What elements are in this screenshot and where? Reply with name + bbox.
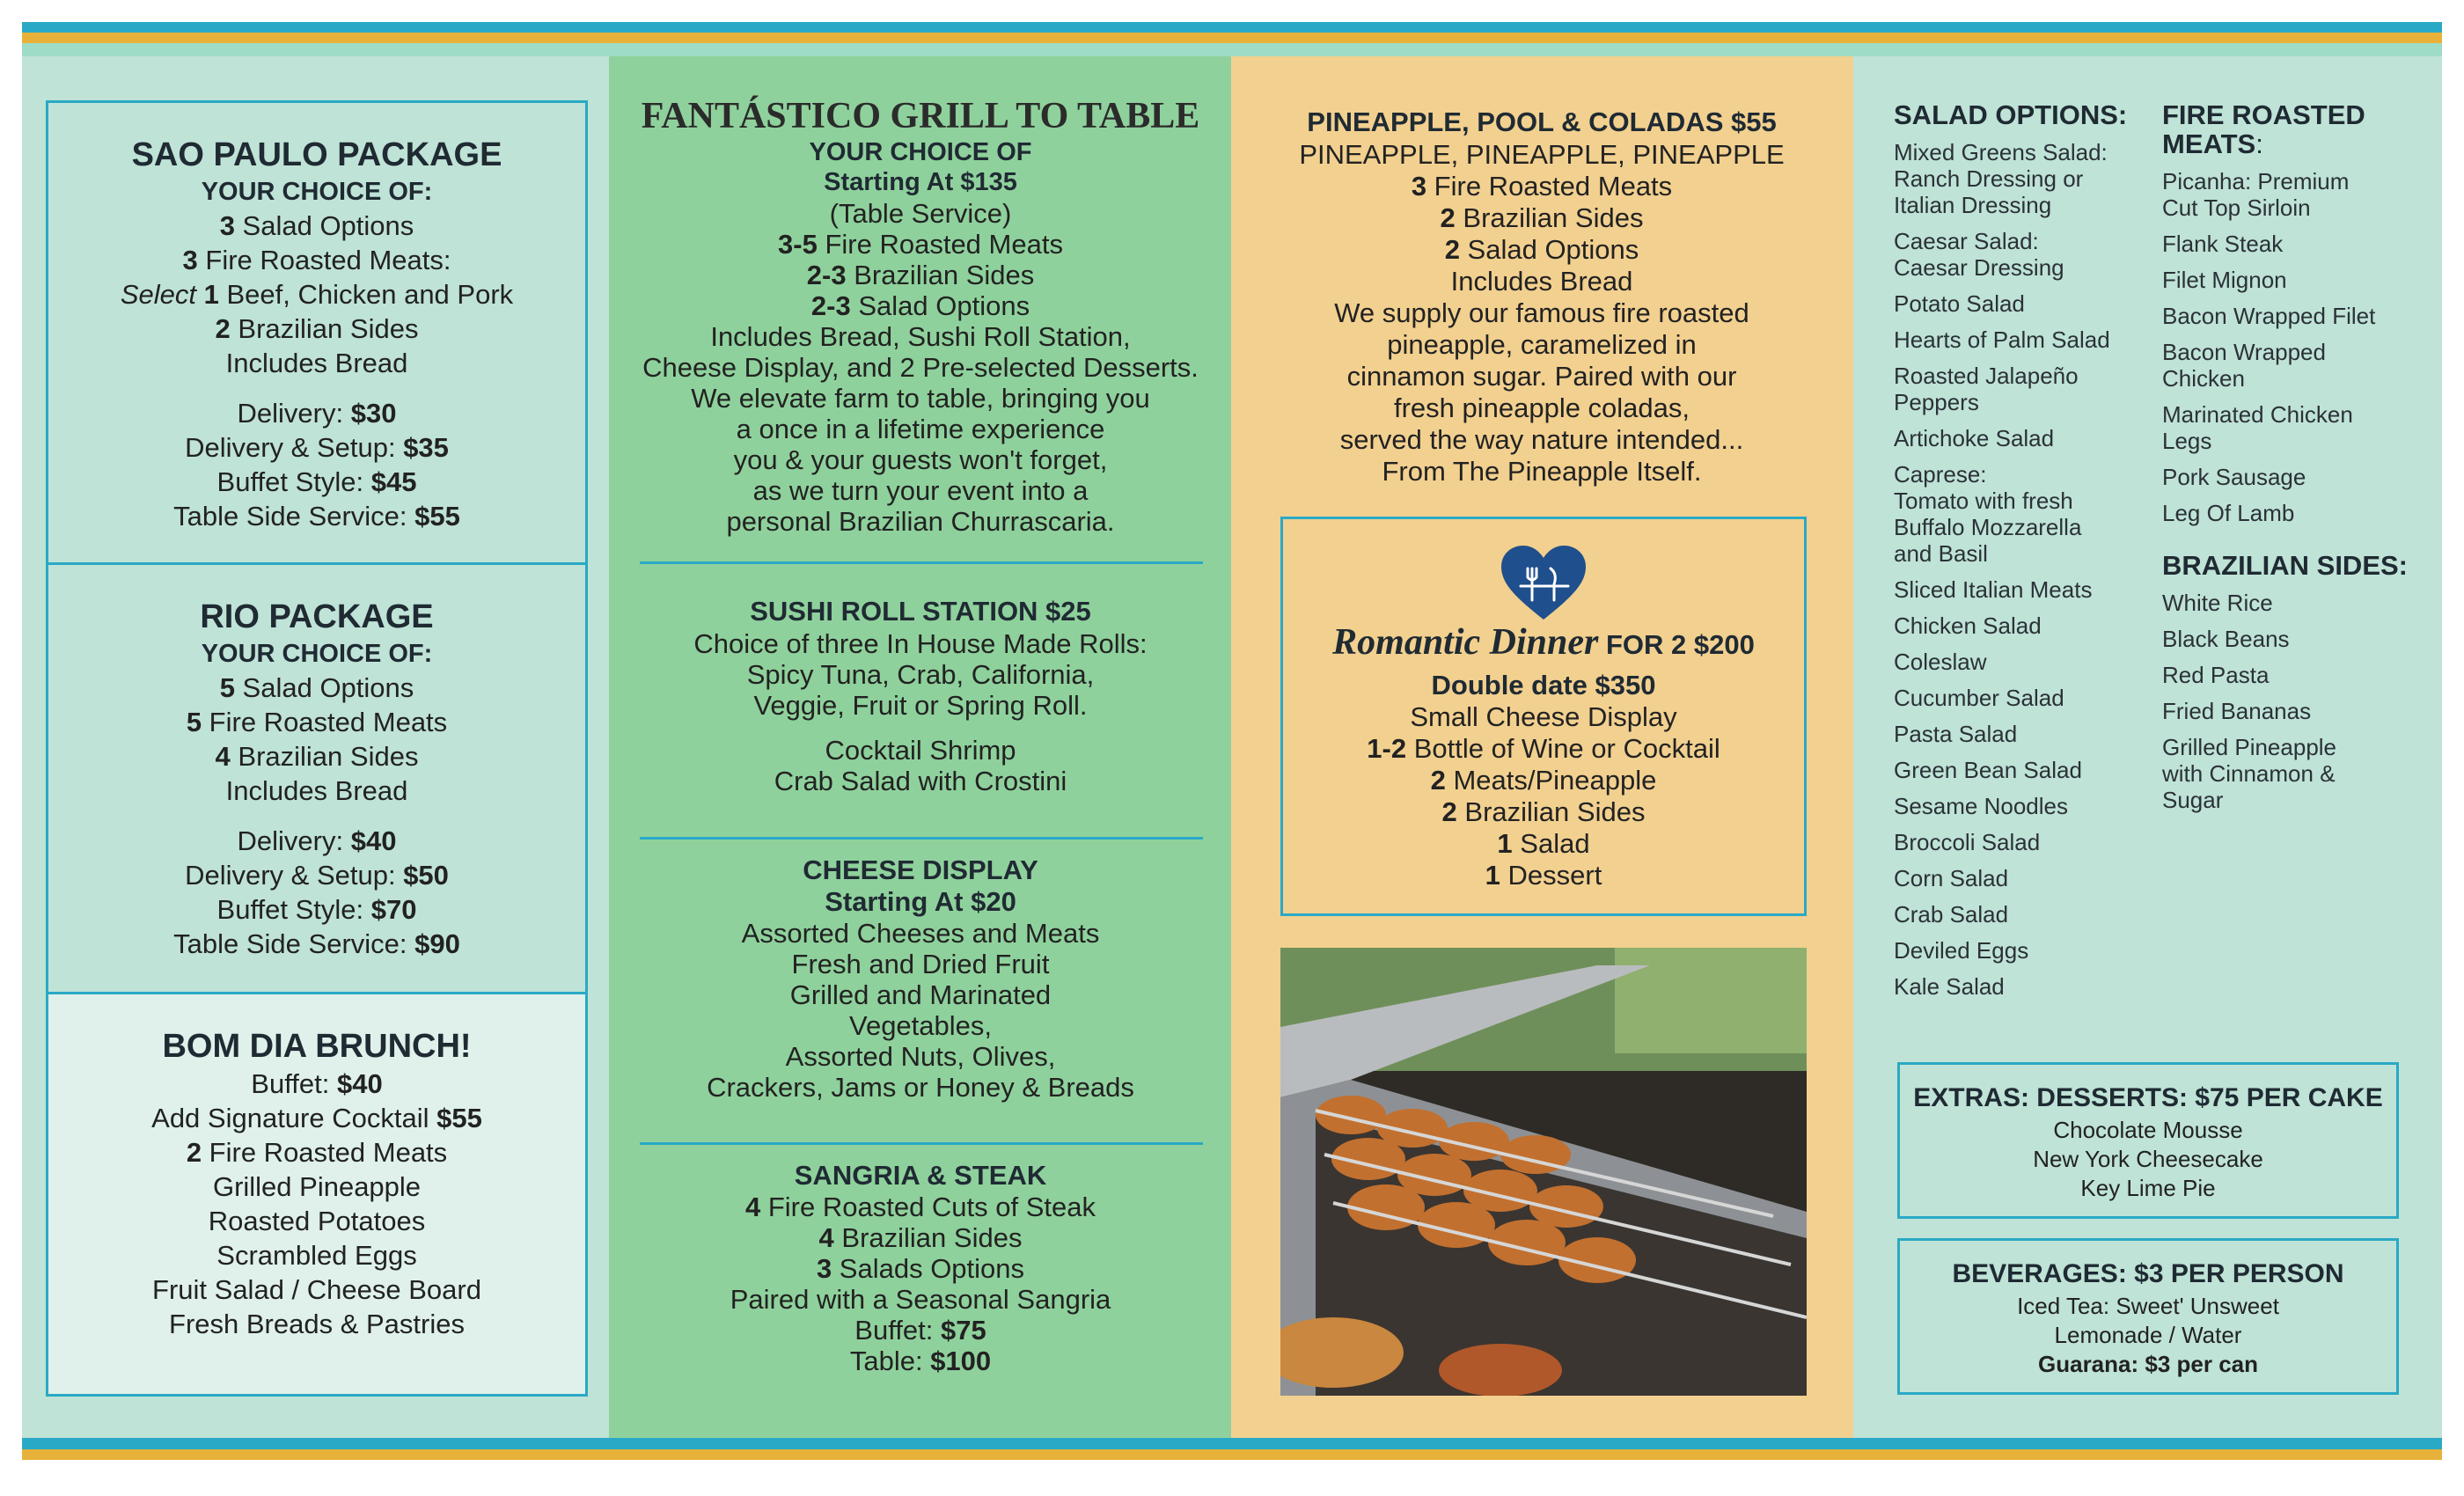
description-line: We elevate farm to table, bringing you	[691, 383, 1150, 414]
count: 4	[818, 1222, 834, 1253]
item-text: Includes Bread	[225, 775, 408, 806]
cheese-title: CHEESE DISPLAY	[803, 854, 1038, 885]
item-text: Fresh and Dried Fruit	[791, 949, 1050, 979]
salad-option-item: Caesar Salad: Caesar Dressing	[1894, 228, 2064, 281]
item-text: Key Lime Pie	[2080, 1175, 2216, 1201]
price-value: $90	[414, 928, 460, 959]
price-label: Delivery:	[237, 398, 351, 429]
salad-option-item: Deviled Eggs	[1894, 937, 2029, 964]
side-option-item: Fried Bananas	[2162, 698, 2312, 724]
item-text: New York Cheesecake	[2033, 1146, 2263, 1172]
salad-option-item: Chicken Salad	[1894, 612, 2042, 639]
item-text: Grilled Pineapple	[212, 1171, 422, 1202]
description-line: Cheese Display, and 2 Pre-selected Desserts.	[642, 352, 1199, 383]
item-text: Salad	[1512, 828, 1590, 859]
package-title: RIO PACKAGE	[200, 598, 434, 635]
price-label: Buffet:	[251, 1068, 337, 1099]
item-text: Brazilian Sides	[846, 260, 1035, 290]
item-text: Guarana: $3 per can	[2038, 1351, 2258, 1377]
romantic-title: Romantic Dinner	[1332, 622, 1599, 663]
choice-label: YOUR CHOICE OF:	[201, 178, 433, 206]
count: 5	[186, 707, 202, 737]
rio-package-box	[46, 562, 588, 994]
count: 3	[219, 210, 235, 241]
price-label: Delivery & Setup:	[185, 432, 404, 463]
price-value: $30	[350, 398, 397, 429]
salad-option-item: Pasta Salad	[1894, 721, 2018, 747]
item-text: Scrambled Eggs	[216, 1240, 417, 1271]
salad-option-item: Kale Salad	[1894, 973, 2005, 1000]
item-text: Fire Roasted Meats	[202, 1137, 448, 1168]
salad-option-item: Broccoli Salad	[1894, 829, 2041, 855]
count: 5	[219, 672, 235, 703]
salad-option-item: Roasted Jalapeño Peppers	[1894, 363, 2079, 415]
description-line: Includes Bread, Sushi Roll Station,	[710, 321, 1131, 352]
beverages-box	[1897, 1238, 2399, 1395]
salad-option-item: Mixed Greens Salad: Ranch Dressing or Italian Dressing	[1894, 139, 2108, 218]
salad-option-item: Caprese: Tomato with fresh Buffalo Mozzarella and Basil	[1894, 461, 2082, 567]
salad-option-item: Green Bean Salad	[1894, 757, 2082, 783]
divider	[640, 837, 1203, 840]
count: 2-3	[806, 260, 847, 290]
item-text: Crab Salad with Crostini	[774, 766, 1067, 796]
sao-paulo-package-box	[46, 100, 588, 565]
item-text: Brazilian Sides	[1455, 202, 1644, 233]
count: 2	[215, 313, 231, 344]
price-value: $55	[436, 1103, 482, 1133]
salad-option-item: Sliced Italian Meats	[1894, 576, 2093, 603]
pineapple-title: PINEAPPLE, POOL & COLADAS $55	[1307, 106, 1777, 137]
count: 2	[1441, 796, 1457, 827]
description-line: personal Brazilian Churrascaria.	[726, 506, 1115, 537]
count: 3	[1411, 171, 1427, 202]
count: 2-3	[810, 290, 851, 321]
count: 1	[1485, 860, 1500, 891]
count: 1	[203, 279, 219, 310]
price-label: Delivery:	[237, 825, 351, 856]
item-text: Chocolate Mousse	[2053, 1117, 2243, 1143]
sushi-section	[621, 595, 1220, 796]
item-text: Brazilian Sides	[230, 313, 419, 344]
service-note: (Table Service)	[829, 198, 1012, 229]
price-label: Table Side Service:	[173, 501, 415, 532]
item-text: Salads Options	[832, 1253, 1025, 1284]
item-text: Dessert	[1500, 860, 1602, 891]
item-text: Paired with a Seasonal Sangria	[730, 1284, 1111, 1315]
description-line: as we turn your event into a	[752, 475, 1089, 506]
count: 2	[186, 1137, 202, 1168]
package-title: BOM DIA BRUNCH!	[162, 1028, 472, 1065]
choice-label: YOUR CHOICE OF	[809, 138, 1032, 166]
item-text: Grilled and Marinated	[789, 979, 1052, 1010]
item-text: Lemonade / Water	[2054, 1322, 2242, 1348]
count: 2	[1440, 202, 1456, 233]
salad-option-item: Artichoke Salad	[1894, 425, 2055, 451]
extras-desserts-box	[1897, 1062, 2399, 1219]
item-text: Small Cheese Display	[1410, 701, 1677, 732]
double-date-price: Double date $350	[1431, 670, 1656, 700]
item-text: Fresh Breads & Pastries	[169, 1309, 465, 1339]
price-label: Table Side Service:	[173, 928, 415, 959]
extras-title: EXTRAS: DESSERTS: $75 PER CAKE	[1913, 1083, 2383, 1112]
sangria-title: SANGRIA & STEAK	[794, 1160, 1047, 1191]
count: 4	[215, 741, 231, 772]
salad-option-item: Potato Salad	[1894, 290, 2025, 317]
meat-option-item: Marinated Chicken Legs	[2162, 401, 2353, 454]
item-text: Salad Options	[850, 290, 1030, 321]
salad-option-item: Crab Salad	[1894, 901, 2009, 928]
price-label: Buffet Style:	[216, 894, 371, 925]
item-text: Brazilian Sides	[1456, 796, 1646, 827]
price-value: $35	[403, 432, 449, 463]
item-text: Vegetables,	[848, 1010, 993, 1041]
description-line: We supply our famous fire roasted	[1334, 297, 1749, 328]
brazilian-sides-heading: BRAZILIAN SIDES:	[2162, 550, 2408, 581]
salad-option-item: Sesame Noodles	[1894, 793, 2068, 819]
meats-heading-line1: FIRE ROASTED	[2162, 99, 2365, 130]
romantic-price: FOR 2 $200	[1598, 629, 1755, 660]
salad-option-item: Corn Salad	[1894, 865, 2009, 891]
price-value: $100	[930, 1346, 992, 1376]
item-text: Roasted Potatoes	[208, 1206, 426, 1236]
meat-option-item: Bacon Wrapped Filet	[2162, 303, 2376, 329]
starting-price: Starting At $20	[825, 886, 1016, 917]
top-stripe-teal	[22, 22, 2442, 33]
item-text: Spicy Tuna, Crab, California,	[746, 659, 1095, 690]
side-option-item: White Rice	[2162, 590, 2273, 616]
bom-dia-brunch-box	[46, 992, 588, 1397]
salad-option-item: Cucumber Salad	[1894, 685, 2064, 711]
top-stripe-gold	[22, 33, 2442, 43]
count: 3	[182, 245, 198, 275]
item-text: Meats/Pineapple	[1445, 765, 1657, 796]
price-label: Table:	[849, 1346, 931, 1376]
grill-photo	[1280, 948, 1807, 1396]
price-value: $40	[336, 1068, 383, 1099]
romantic-dinner-box	[1280, 517, 1807, 916]
description-line: From The Pineapple Itself.	[1382, 456, 1702, 487]
price-label: Buffet Style:	[216, 466, 371, 497]
count: 1-2	[1367, 733, 1407, 764]
beverages-title: BEVERAGES: $3 PER PERSON	[1952, 1259, 2344, 1288]
item-text: Fire Roasted Cuts of Steak	[760, 1192, 1096, 1222]
description-line: fresh pineapple coladas,	[1393, 392, 1690, 423]
item-text: Brazilian Sides	[833, 1222, 1023, 1253]
item-text: Brazilian Sides	[230, 741, 419, 772]
side-option-item: Red Pasta	[2162, 662, 2270, 688]
meats-heading-line2: MEATS	[2162, 128, 2256, 159]
sangria-section	[621, 1160, 1220, 1376]
price-value: $70	[370, 894, 417, 925]
price-label: Add Signature Cocktail	[151, 1103, 437, 1133]
item-text: Fire Roasted Meats	[817, 229, 1063, 260]
salad-options-list	[1894, 100, 2158, 1000]
meat-option-item: Leg Of Lamb	[2162, 500, 2295, 526]
item-text: Salad Options	[234, 672, 414, 703]
item-text: Iced Tea: Sweet' Unsweet	[2017, 1293, 2279, 1319]
grill-title: FANTÁSTICO GRILL TO TABLE	[641, 96, 1200, 136]
heart-fork-knife-icon	[1283, 544, 1804, 623]
count: 4	[744, 1192, 761, 1222]
pineapple-section	[1243, 106, 1841, 488]
side-option-item: Black Beans	[2162, 626, 2290, 652]
item-text: Fruit Salad / Cheese Board	[152, 1274, 481, 1305]
item-text: Fire Roasted Meats	[1426, 171, 1673, 202]
item-text: Salad Options	[234, 210, 414, 241]
description-line: you & your guests won't forget,	[733, 444, 1108, 475]
item-text: Assorted Cheeses and Meats	[741, 918, 1100, 949]
count: 3-5	[778, 229, 818, 260]
price-value: $45	[370, 466, 417, 497]
count: 2	[1444, 234, 1460, 265]
salad-option-item: Hearts of Palm Salad	[1894, 326, 2110, 353]
bottom-stripe-teal	[22, 1438, 2442, 1449]
meat-option-item: Picanha: Premium Cut Top Sirloin	[2162, 168, 2350, 221]
item-text: Fire Roasted Meats	[202, 707, 448, 737]
item-text: Choice of three In House Made Rolls:	[693, 628, 1148, 659]
price-label: Buffet:	[854, 1315, 941, 1346]
item-text: Beef, Chicken and Pork	[218, 279, 514, 310]
divider	[640, 1142, 1203, 1145]
meat-option-item: Filet Mignon	[2162, 267, 2287, 293]
count: 1	[1497, 828, 1513, 859]
salad-options-heading: SALAD OPTIONS:	[1894, 99, 2128, 130]
item-text: Veggie, Fruit or Spring Roll.	[753, 690, 1088, 721]
price-value: $55	[414, 501, 460, 532]
meats-heading	[2162, 100, 2426, 158]
meats-heading-colon: :	[2255, 128, 2263, 159]
description-line: cinnamon sugar. Paired with our	[1346, 361, 1737, 392]
description-line: pineapple, caramelized in	[1387, 329, 1697, 360]
description-line: a once in a lifetime experience	[736, 414, 1105, 444]
choice-label: YOUR CHOICE OF:	[201, 640, 433, 668]
divider	[640, 561, 1203, 564]
sushi-title: SUSHI ROLL STATION $25	[750, 596, 1091, 627]
item-text: Assorted Nuts, Olives,	[785, 1041, 1056, 1072]
count: 2	[1430, 765, 1446, 796]
meat-option-item: Flank Steak	[2162, 231, 2284, 257]
item-text: Bottle of Wine or Cocktail	[1406, 733, 1720, 764]
salad-option-item: Coleslaw	[1894, 649, 1987, 675]
grill-section	[621, 95, 1220, 537]
price-value: $40	[350, 825, 397, 856]
item-text: Cocktail Shrimp	[825, 735, 1016, 766]
side-option-item: Grilled Pineapple with Cinnamon & Sugar	[2162, 734, 2337, 813]
item-text: Includes Bread	[225, 348, 408, 378]
item-text: Crackers, Jams or Honey & Breads	[707, 1072, 1134, 1103]
price-value: $50	[403, 860, 449, 891]
price-label: Delivery & Setup:	[185, 860, 404, 891]
fire-roasted-meats-list	[2162, 100, 2426, 813]
cheese-section	[621, 854, 1220, 1103]
price-value: $75	[940, 1315, 986, 1346]
meat-option-item: Bacon Wrapped Chicken	[2162, 339, 2326, 392]
meat-option-item: Pork Sausage	[2162, 464, 2306, 490]
item-text: Salad Options	[1459, 234, 1639, 265]
count: 3	[816, 1253, 832, 1284]
package-title: SAO PAULO PACKAGE	[131, 136, 502, 173]
bottom-stripe-gold	[22, 1449, 2442, 1460]
starting-price: Starting At $135	[824, 168, 1017, 196]
top-stripe-light	[22, 43, 2442, 56]
item-text: Fire Roasted Meats:	[197, 245, 451, 275]
select-label: Select	[120, 279, 204, 310]
description-line: served the way nature intended...	[1339, 424, 1744, 455]
item-text: Includes Bread	[1450, 266, 1633, 297]
tagline: PINEAPPLE, PINEAPPLE, PINEAPPLE	[1299, 139, 1785, 170]
